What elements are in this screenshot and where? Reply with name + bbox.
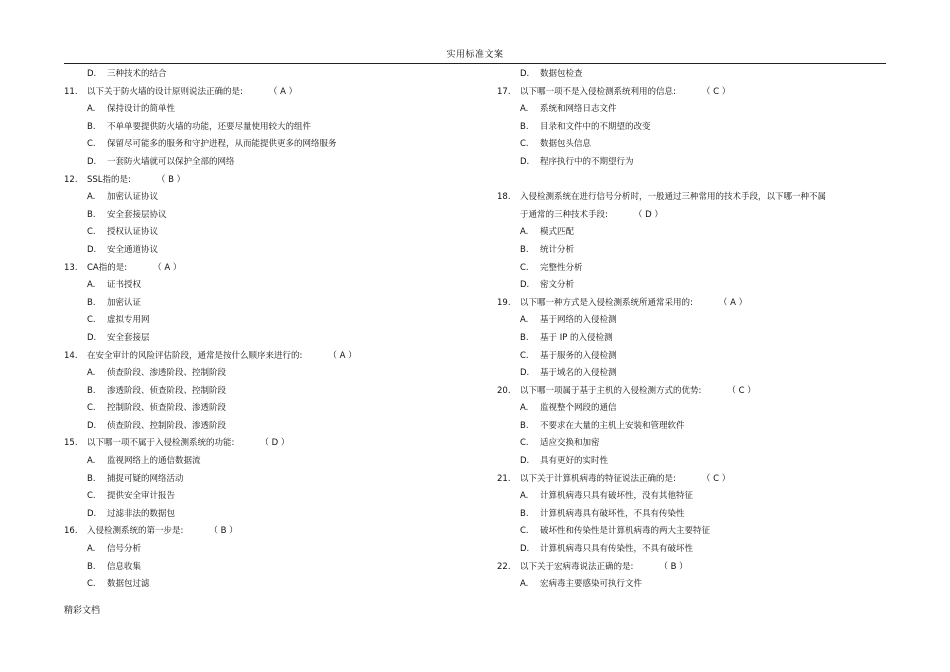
option-row: [497, 224, 897, 242]
question-text: 入侵检测系统的第一步是: （ B ）: [87, 526, 238, 537]
question-number: 15.: [64, 438, 78, 449]
page-footer-text: 精彩文档: [64, 606, 101, 616]
option-text: 计算机病毒具有破坏性，不具有传染性: [540, 508, 685, 519]
option-row: [64, 189, 464, 207]
option-text: 监视网络上的通信数据流: [107, 456, 201, 467]
option-key: C.: [520, 438, 529, 449]
option-row: [497, 242, 897, 260]
question-number: 22.: [497, 561, 511, 572]
option-text: 密文分析: [540, 280, 575, 291]
option-key: B.: [520, 420, 529, 431]
answer-label: （ D ）: [260, 438, 290, 449]
answer-label: （ A ）: [268, 86, 298, 97]
option-row: [497, 66, 897, 84]
option-text: 渗透阶段、侦查阶段、控制阶段: [107, 385, 227, 396]
spacer: [497, 172, 897, 190]
option-row: [64, 242, 464, 260]
option-row: [64, 119, 464, 137]
question-number: 13.: [64, 262, 78, 273]
option-key: B.: [520, 244, 529, 255]
option-row: [497, 119, 897, 137]
question-row: [497, 383, 897, 401]
option-key: B.: [520, 121, 529, 132]
option-row: [64, 101, 464, 119]
right-question-list: [497, 295, 897, 594]
option-key: D.: [87, 69, 97, 79]
option-row: [497, 365, 897, 383]
option-text: 保持设计的简单性: [107, 104, 176, 115]
option-row: [497, 541, 897, 559]
option-key: A.: [520, 403, 529, 414]
option-text: 虚拟专用网: [107, 315, 150, 326]
option-text: 侦查阶段、控制阶段、渗透阶段: [107, 420, 227, 431]
option-text: 模式匹配: [540, 227, 575, 238]
question-text: 以下哪一项不属于入侵检测系统的功能: （ D ）: [87, 438, 290, 449]
option-key: A.: [520, 315, 529, 326]
question-number: 14.: [64, 350, 78, 361]
option-row: [497, 435, 897, 453]
answer-label: （ A ）: [718, 297, 748, 308]
question-row: [64, 84, 464, 102]
option-row: [64, 66, 464, 84]
question-text: CA指的是: （ A ）: [87, 262, 182, 273]
question-text: 以下哪一种方式是入侵检测系统所通常采用的: （ A ）: [520, 297, 748, 308]
option-row: [497, 453, 897, 471]
question-number: 11.: [64, 86, 78, 97]
option-key: C.: [87, 315, 96, 326]
option-text: 控制阶段、侦查阶段、渗透阶段: [107, 403, 227, 414]
q18-options: [497, 224, 897, 294]
option-text: 数据包过滤: [107, 579, 150, 590]
option-text: 统计分析: [540, 244, 575, 255]
option-text: 计算机病毒只具有破坏性，没有其他特征: [540, 491, 694, 502]
left-question-list: [64, 84, 464, 594]
option-key: C.: [87, 579, 96, 590]
option-key: A.: [87, 104, 96, 115]
question-number: 18.: [497, 192, 511, 203]
option-row: [497, 312, 897, 330]
option-row: [64, 295, 464, 313]
option-row: [64, 383, 464, 401]
question-row: [64, 523, 464, 541]
option-key: C.: [520, 350, 529, 361]
question-text: 以下关于计算机病毒的特征说法正确的是: （ C ）: [520, 473, 731, 484]
answer-label: （ B ）: [659, 561, 688, 572]
option-text: 基于服务的入侵检测: [540, 350, 617, 361]
answer-label: （ C ）: [727, 385, 756, 396]
option-row: [64, 506, 464, 524]
answer-label: （ B ）: [209, 526, 238, 537]
option-key: B.: [520, 508, 529, 519]
option-key: B.: [87, 385, 96, 396]
option-row: [64, 471, 464, 489]
option-key: C.: [87, 403, 96, 414]
option-text: 信息收集: [107, 561, 142, 572]
option-text: 信号分析: [107, 544, 142, 555]
option-row: [497, 576, 897, 594]
option-row: [64, 207, 464, 225]
option-key: B.: [87, 297, 96, 308]
answer-label: （ B ）: [156, 174, 186, 185]
question-text: 以下关于宏病毒说法正确的是: （ B ）: [520, 561, 688, 572]
option-text: 一套防火墙就可以保护全部的网络: [107, 156, 235, 167]
answer-label: （ C ）: [701, 473, 731, 484]
option-row: [64, 154, 464, 172]
option-row: [497, 400, 897, 418]
question-text: 入侵检测系统在进行信号分析时，一般通过三种常用的技术手段，以下哪一种不属: [520, 192, 827, 203]
option-text: 加密认证: [107, 297, 142, 308]
option-row: [64, 559, 464, 577]
option-key: D.: [520, 456, 530, 467]
option-key: D.: [520, 544, 530, 555]
option-row: [497, 136, 897, 154]
option-text: 授权认证协议: [107, 227, 159, 238]
option-text: 不要求在大量的主机上安装和管理软件: [540, 420, 685, 431]
option-key: A.: [520, 579, 529, 590]
option-text: 安全通道协议: [107, 244, 159, 255]
option-text: 捕捉可疑的网络活动: [107, 473, 184, 484]
option-key: A.: [520, 104, 529, 115]
option-row: [64, 277, 464, 295]
option-text: 三种技术的结合: [107, 69, 167, 79]
option-key: B.: [87, 121, 96, 132]
answer-label: （ D ）: [633, 209, 663, 220]
answer-label: （ A ）: [328, 350, 357, 361]
option-row: [64, 488, 464, 506]
option-text: 监视整个网段的通信: [540, 403, 617, 414]
option-key: D.: [87, 508, 97, 519]
option-row: [64, 365, 464, 383]
option-text: 具有更好的实时性: [540, 456, 609, 467]
option-key: D.: [87, 244, 97, 255]
option-text: 适应交换和加密: [540, 438, 600, 449]
option-text: 安全套接层协议: [107, 209, 167, 220]
option-row: [497, 154, 897, 172]
option-row: [497, 488, 897, 506]
option-key: C.: [520, 139, 529, 150]
option-row: [497, 348, 897, 366]
header-divider: [64, 63, 886, 64]
right-column: [497, 66, 897, 594]
question-text: 以下哪一项属于基于主机的入侵检测方式的优势: （ C ）: [520, 385, 756, 396]
question-row-continuation: [497, 207, 897, 225]
option-row: [497, 418, 897, 436]
question-text: SSL指的是: （ B ）: [87, 174, 186, 185]
option-key: A.: [520, 227, 529, 238]
question-row: [497, 189, 897, 207]
option-text: 基于网络的入侵检测: [540, 315, 617, 326]
option-text: 侦查阶段、渗透阶段、控制阶段: [107, 368, 227, 379]
question-text-continued: 于通常的三种技术手段: （ D ）: [520, 209, 663, 220]
option-key: B.: [87, 473, 96, 484]
option-key: D.: [87, 332, 97, 343]
option-key: B.: [87, 561, 96, 572]
page-header-title: 实用标准文案: [446, 50, 504, 60]
option-row: [497, 277, 897, 295]
option-text: 数据包检查: [540, 69, 583, 79]
option-row: [64, 400, 464, 418]
option-row: [497, 101, 897, 119]
option-text: 加密认证协议: [107, 192, 159, 203]
question-row: [497, 295, 897, 313]
question-text: 以下哪一项不是入侵检测系统利用的信息: （ C ）: [520, 86, 731, 97]
option-text: 程序执行中的不期望行为: [540, 156, 634, 167]
option-text: 宏病毒主要感染可执行文件: [540, 579, 643, 590]
option-key: A.: [87, 192, 96, 203]
option-key: D.: [520, 368, 530, 379]
option-text: 计算机病毒只具有传染性，不具有破坏性: [540, 544, 694, 555]
option-key: C.: [520, 526, 529, 537]
option-row: [64, 418, 464, 436]
option-row: [497, 260, 897, 278]
option-key: B.: [520, 332, 529, 343]
question-number: 16.: [64, 526, 78, 537]
option-row: [64, 312, 464, 330]
option-key: C.: [87, 227, 96, 238]
question-row: [497, 471, 897, 489]
option-text: 基于域名的入侵检测: [540, 368, 617, 379]
option-key: C.: [520, 262, 529, 273]
option-row: [64, 541, 464, 559]
option-row: [497, 330, 897, 348]
option-key: D.: [520, 280, 530, 291]
question-number: 17.: [497, 86, 511, 97]
option-key: B.: [87, 209, 96, 220]
question-row: [64, 348, 464, 366]
option-text: 目录和文件中的不期望的改变: [540, 121, 651, 132]
question-number: 21.: [497, 473, 511, 484]
option-text: 提供安全审计报告: [107, 491, 176, 502]
question-row: [64, 172, 464, 190]
answer-label: （ C ）: [701, 86, 731, 97]
option-row: [497, 523, 897, 541]
option-key: A.: [87, 456, 96, 467]
option-text: 保留尽可能多的服务和守护进程，从而能提供更多的网络服务: [107, 139, 337, 150]
option-text: 基于 IP 的入侵检测: [540, 332, 613, 343]
question-row: [64, 260, 464, 278]
question-number: 19.: [497, 297, 511, 308]
option-key: C.: [87, 139, 96, 150]
option-text: 数据包头信息: [540, 139, 592, 150]
q17-options: [497, 101, 897, 171]
question-number: 12.: [64, 174, 78, 185]
question-text: 以下关于防火墙的设计原则说法正确的是: （ A ）: [87, 86, 298, 97]
option-key: C.: [87, 491, 96, 502]
question-number: 20.: [497, 385, 511, 396]
option-key: A.: [87, 544, 96, 555]
option-key: D.: [87, 420, 97, 431]
option-key: A.: [87, 368, 96, 379]
question-row: [64, 435, 464, 453]
option-text: 系统和网络日志文件: [540, 104, 617, 115]
option-row: [64, 136, 464, 154]
answer-label: （ A ）: [153, 262, 182, 273]
option-key: D.: [520, 69, 530, 79]
option-text: 安全套接层: [107, 332, 150, 343]
option-text: 证书授权: [107, 280, 142, 291]
option-key: D.: [520, 156, 530, 167]
option-text: 完整性分析: [540, 262, 583, 273]
question-text: 在安全审计的风险评估阶段，通常是按什么顺序来进行的: （ A ）: [87, 350, 357, 361]
left-column: [64, 66, 464, 594]
option-key: D.: [87, 156, 97, 167]
option-row: [64, 576, 464, 594]
option-text: 过滤非法的数据包: [107, 508, 176, 519]
option-row: [497, 506, 897, 524]
option-key: A.: [520, 491, 529, 502]
option-row: [64, 453, 464, 471]
question-row: [497, 84, 897, 102]
option-text: 破坏性和传染性是计算机病毒的两大主要特征: [540, 526, 711, 537]
option-text: 不单单要提供防火墙的功能，还要尽量使用较大的组件: [107, 121, 312, 132]
option-row: [64, 330, 464, 348]
option-row: [64, 224, 464, 242]
question-row: [497, 559, 897, 577]
option-key: A.: [87, 280, 96, 291]
